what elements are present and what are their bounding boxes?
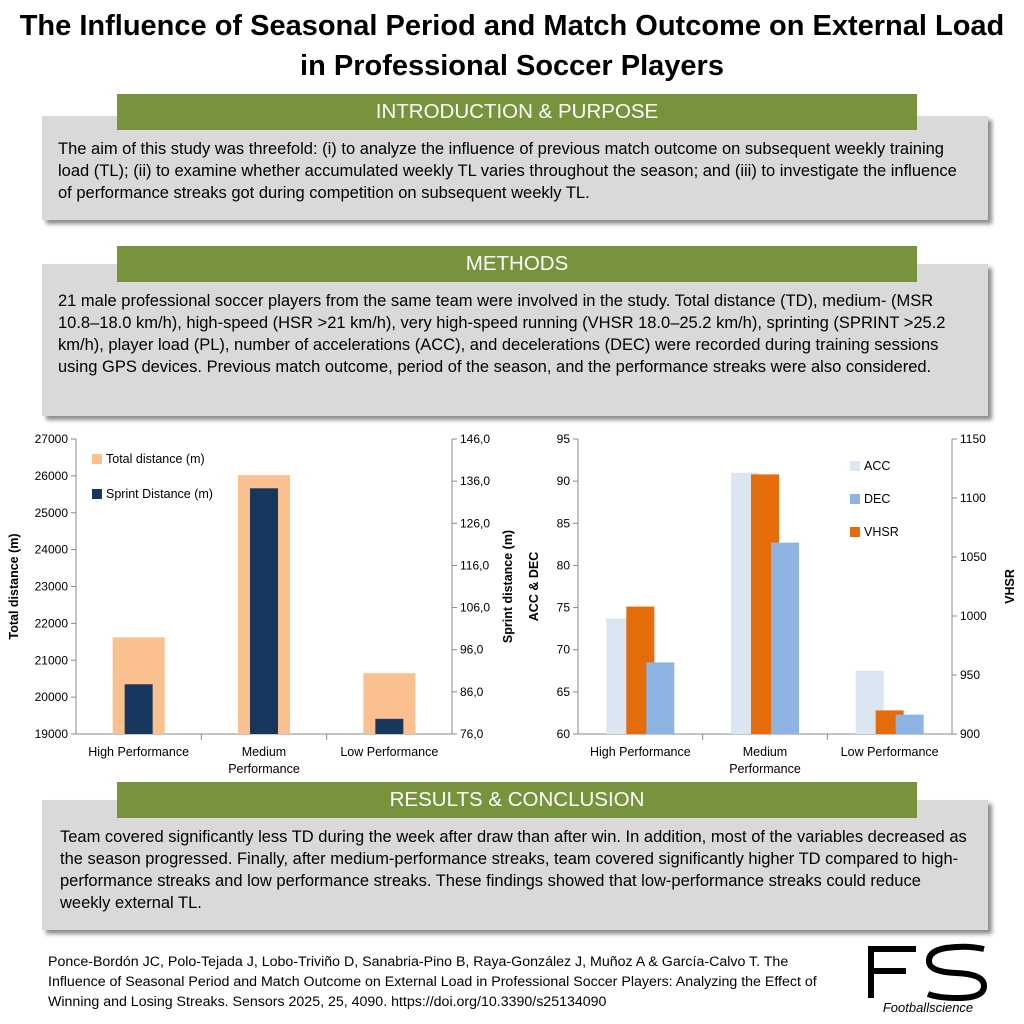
- chart-acc-dec-vhsr: [520, 428, 1024, 780]
- y-tick-label: 23000: [34, 579, 68, 594]
- y-tick-label: 24000: [34, 542, 68, 557]
- title-line-2: in Professional Soccer Players: [300, 50, 724, 82]
- y-tick-label: 19000: [34, 727, 68, 741]
- legend-swatch-sprint-distance: [92, 489, 102, 499]
- legend-label-vhsr: VHSR: [864, 525, 899, 539]
- bar-sprint-distance-low-performance: [375, 719, 403, 734]
- results-box: [42, 800, 988, 930]
- x-tick-label-performance: Performance: [729, 762, 801, 776]
- title-line-1: The Influence of Seasonal Period and Match Outcome on External Load: [19, 10, 1005, 42]
- y-tick-label: 90: [556, 474, 570, 489]
- y2-tick-label: 950: [960, 668, 981, 682]
- y-axis-label: ACC & DEC: [527, 551, 541, 622]
- y-tick-label: 27000: [34, 432, 68, 446]
- footballscience-logo: [862, 940, 992, 1016]
- legend-swatch-total-distance: [92, 454, 102, 464]
- y2-tick-label: 1150: [960, 432, 986, 446]
- x-tick-label-high-performance: High Performance: [589, 745, 691, 759]
- y2-tick-label: 900: [960, 727, 981, 741]
- y2-tick-label: 126,0: [460, 516, 491, 531]
- y2-tick-label: 86,0: [460, 684, 484, 699]
- citation: Ponce-Bordón JC, Polo-Tejada J, Lobo-Triviño D, Sanabria-Pino B, Raya-González J, Muñoz A & García-Calvo T. The Influence of Seasonal Period and Match Outcome on External Load in Professional Soccer Players: Analyzing the Effect of Winning and Losing Streaks. Sensors 2025, 25, 4090. https://doi.org/10.3390/s25134090: [48, 954, 817, 1010]
- x-tick-label-medium: Medium: [241, 745, 287, 759]
- y2-axis-label: Sprint distance (m): [501, 529, 515, 644]
- y-tick-label: 20000: [34, 690, 68, 705]
- chart-distance: [0, 428, 520, 780]
- chart-acc-dec-vhsr-svg: [520, 428, 1024, 780]
- y2-tick-label: 116,0: [460, 558, 490, 573]
- results-heading: RESULTS & CONCLUSION: [117, 782, 917, 818]
- y2-tick-label: 1000: [960, 609, 987, 623]
- y-tick-label: 80: [556, 558, 570, 573]
- x-tick-label-high-performance: High Performance: [88, 745, 190, 759]
- methods-box: [42, 264, 988, 416]
- y2-tick-label: 1050: [960, 550, 987, 564]
- bar-dec-low-performance: [896, 715, 924, 734]
- y-tick-label: 60: [556, 727, 570, 741]
- intro-heading: INTRODUCTION & PURPOSE: [117, 94, 917, 130]
- y-tick-label: 22000: [34, 616, 68, 631]
- legend-label-dec: DEC: [864, 492, 891, 506]
- poster-title: [0, 6, 1024, 86]
- legend-swatch-acc: [850, 461, 860, 471]
- legend-swatch-vhsr: [850, 527, 860, 537]
- bar-dec-medium-performance: [771, 543, 799, 734]
- logo-word: Footballscience: [882, 1000, 974, 1015]
- y-tick-label: 70: [556, 642, 570, 657]
- x-tick-label-low-performance: Low Performance: [840, 745, 939, 759]
- y-tick-label: 85: [556, 516, 570, 531]
- y2-tick-label: 106,0: [460, 600, 491, 615]
- bar-sprint-distance-high-performance: [125, 684, 153, 734]
- y-tick-label: 65: [556, 684, 570, 699]
- bar-sprint-distance-medium-performance: [250, 488, 278, 734]
- results-text: Team covered significantly less TD during the week after draw than after win. In addition, most of the variables decreased as the season progressed. Finally, after medium-performance streaks, team covered significantly higher TD compared to high-performance streaks and low performance streaks. These findings showed that low-performance streaks could reduce weekly external TL.: [60, 828, 967, 912]
- x-tick-label-low-performance: Low Performance: [340, 745, 439, 759]
- y2-tick-label: 1100: [960, 491, 986, 505]
- y2-tick-label: 96,0: [460, 642, 484, 657]
- y-tick-label: 95: [556, 432, 570, 446]
- y2-tick-label: 136,0: [460, 474, 491, 489]
- intro-box: [42, 116, 988, 220]
- methods-heading: METHODS: [117, 246, 917, 282]
- chart-distance-svg: [0, 428, 520, 780]
- intro-text: The aim of this study was threefold: (i) to analyze the influence of previous match outcome on subsequent weekly training load (TL); (ii) to examine whether accumulated weekly TL varies throughout the season; and (iii) to investigate the influence of performance streaks got during competition on subsequent weekly TL.: [58, 140, 957, 202]
- legend-label-total-distance: Total distance (m): [106, 452, 205, 466]
- y2-tick-label: 146,0: [460, 432, 491, 446]
- y-tick-label: 25000: [34, 505, 68, 520]
- bar-dec-high-performance: [646, 662, 674, 734]
- x-tick-label-medium: Medium: [742, 745, 788, 759]
- y-tick-label: 21000: [34, 653, 68, 668]
- y2-tick-label: 76,0: [460, 727, 484, 741]
- x-tick-label-performance: Performance: [228, 762, 300, 776]
- legend-label-sprint-distance: Sprint Distance (m): [106, 487, 213, 501]
- y2-axis-label: VHSR: [1003, 569, 1017, 604]
- legend-label-acc: ACC: [864, 459, 891, 473]
- y-axis-label: Total distance (m): [7, 533, 21, 640]
- y-tick-label: 75: [556, 600, 570, 615]
- legend-swatch-dec: [850, 494, 860, 504]
- methods-text: 21 male professional soccer players from the same team were involved in the study. Total distance (TD), medium- (MSR 10.8–18.0 km/h), high-speed (HSR >21 km/h), very high-speed running (VHSR 18.0–25.2 km/h), sprinting (SPRINT >25.2 km/h), player load (PL), number of accelerations (ACC), and decelerations (DEC) were recorded during training sessions using GPS devices. Previous match outcome, period of the season, and the performance streaks were also considered.: [58, 292, 946, 376]
- y-tick-label: 26000: [34, 468, 68, 483]
